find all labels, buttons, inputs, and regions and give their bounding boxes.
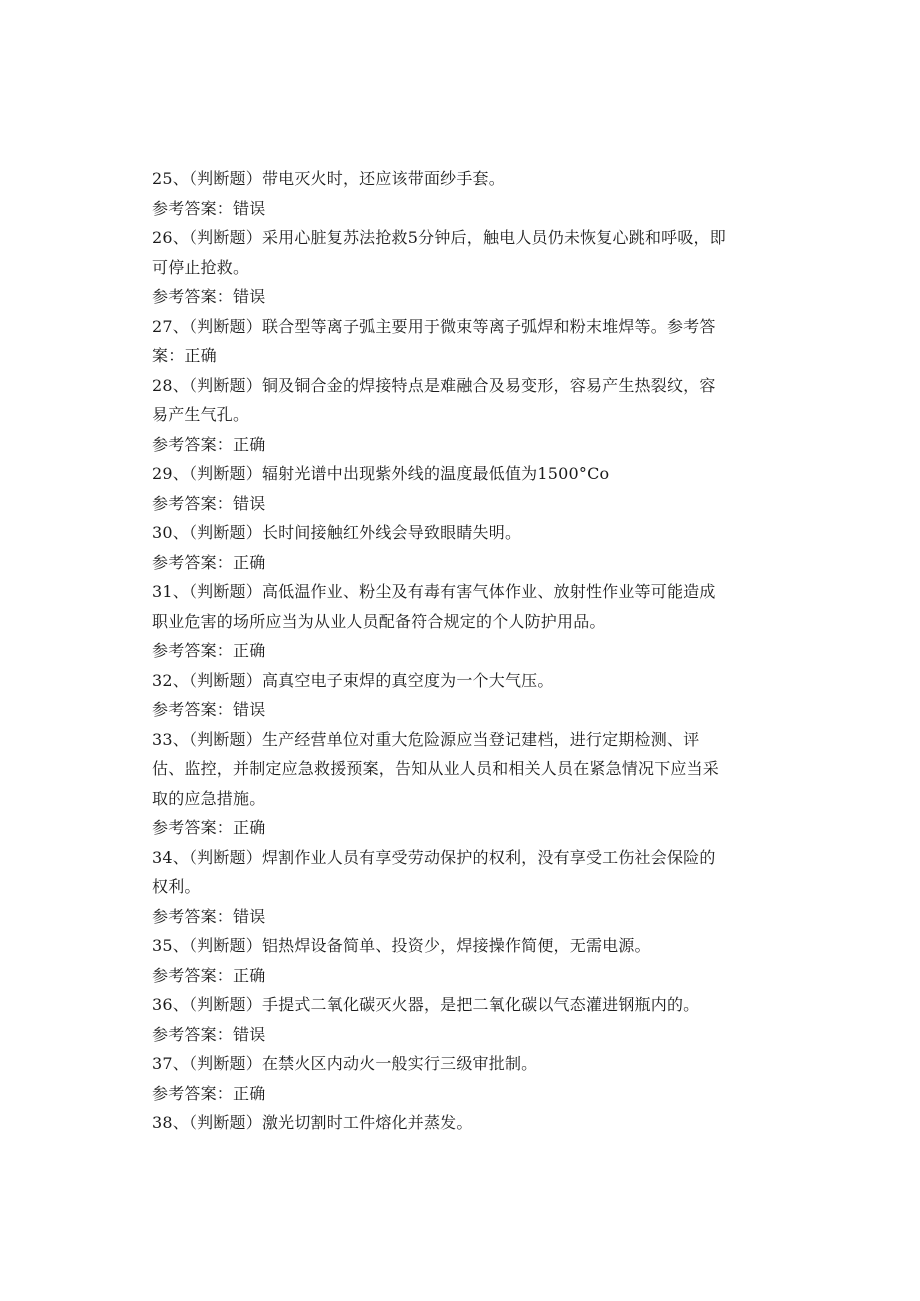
question-28-line-2: 易产生气孔。 bbox=[152, 405, 250, 424]
question-36-line: 36、（判断题）手提式二氧化碳灭火器，是把二氧化碳以气态灌进钢瓶内的。 bbox=[152, 995, 700, 1014]
question-33-line-1: 33、（判断题）生产经营单位对重大危险源应当登记建档，进行定期检测、评 bbox=[152, 729, 700, 749]
answer-26-line: 参考答案：错误 bbox=[152, 287, 266, 306]
question-34-line-1: 34、（判断题）焊割作业人员有享受劳动保护的权利，没有享受工伤社会保险的 bbox=[152, 847, 716, 867]
question-34-line-2: 权利。 bbox=[152, 877, 201, 896]
question-26-line-2: 可停止抢救。 bbox=[152, 257, 250, 277]
answer-25-line: 参考答案：错误 bbox=[152, 198, 266, 218]
question-37-line: 37、（判断题）在禁火区内动火一般实行三级审批制。 bbox=[152, 1054, 538, 1073]
question-33-line-3: 取的应急措施。 bbox=[152, 788, 266, 808]
answer-37-line: 参考答案：正确 bbox=[152, 1083, 266, 1103]
answer-32-line: 参考答案：错误 bbox=[152, 700, 266, 719]
answer-31-line: 参考答案：正确 bbox=[152, 641, 266, 660]
question-28-line-1: 28、（判断题）铜及铜合金的焊接特点是难融合及易变形，容易产生热裂纹，容 bbox=[152, 375, 716, 395]
question-31-line-2: 职业危害的场所应当为从业人员配备符合规定的个人防护用品。 bbox=[152, 611, 606, 631]
question-30-line: 30、（判断题）长时间接触红外线会导致眼睛失明。 bbox=[152, 523, 522, 542]
question-38-line: 38、（判断题）激光切割时工件熔化并蒸发。 bbox=[152, 1113, 473, 1132]
answer-29-line: 参考答案：错误 bbox=[152, 493, 266, 513]
question-33-line-2: 估、监控，并制定应急救援预案，告知从业人员和相关人员在紧急情况下应当采 bbox=[152, 759, 720, 778]
question-26-line-1: 26、（判断题）采用心脏复苏法抢救5分钟后，触电人员仍未恢复心跳和呼吸，即 bbox=[152, 228, 726, 247]
question-29-line: 29、（判断题）辐射光谱中出现紫外线的温度最低值为1500°Co bbox=[152, 464, 610, 483]
answer-27-line: 案：正确 bbox=[152, 346, 217, 365]
question-32-line: 32、（判断题）高真空电子束焊的真空度为一个大气压。 bbox=[152, 670, 554, 690]
answer-30-line: 参考答案：正确 bbox=[152, 552, 266, 572]
answer-33-line: 参考答案：正确 bbox=[152, 818, 266, 837]
question-list bbox=[152, 164, 764, 1138]
question-27-line-1: 27、（判断题）联合型等离子弧主要用于微束等离子弧焊和粉末堆焊等。参考答 bbox=[152, 316, 716, 336]
question-35-line: 35、（判断题）铝热焊设备简单、投资少，焊接操作简便，无需电源。 bbox=[152, 936, 651, 955]
answer-34-line: 参考答案：错误 bbox=[152, 906, 266, 926]
answer-28-line: 参考答案：正确 bbox=[152, 434, 266, 454]
answer-35-line: 参考答案：正确 bbox=[152, 965, 266, 985]
question-31-line-1: 31、（判断题）高低温作业、粉尘及有毒有害气体作业、放射性作业等可能造成 bbox=[152, 582, 716, 601]
question-25-line: 25、（判断题）带电灭火时，还应该带面纱手套。 bbox=[152, 169, 505, 188]
answer-36-line: 参考答案：错误 bbox=[152, 1024, 266, 1044]
